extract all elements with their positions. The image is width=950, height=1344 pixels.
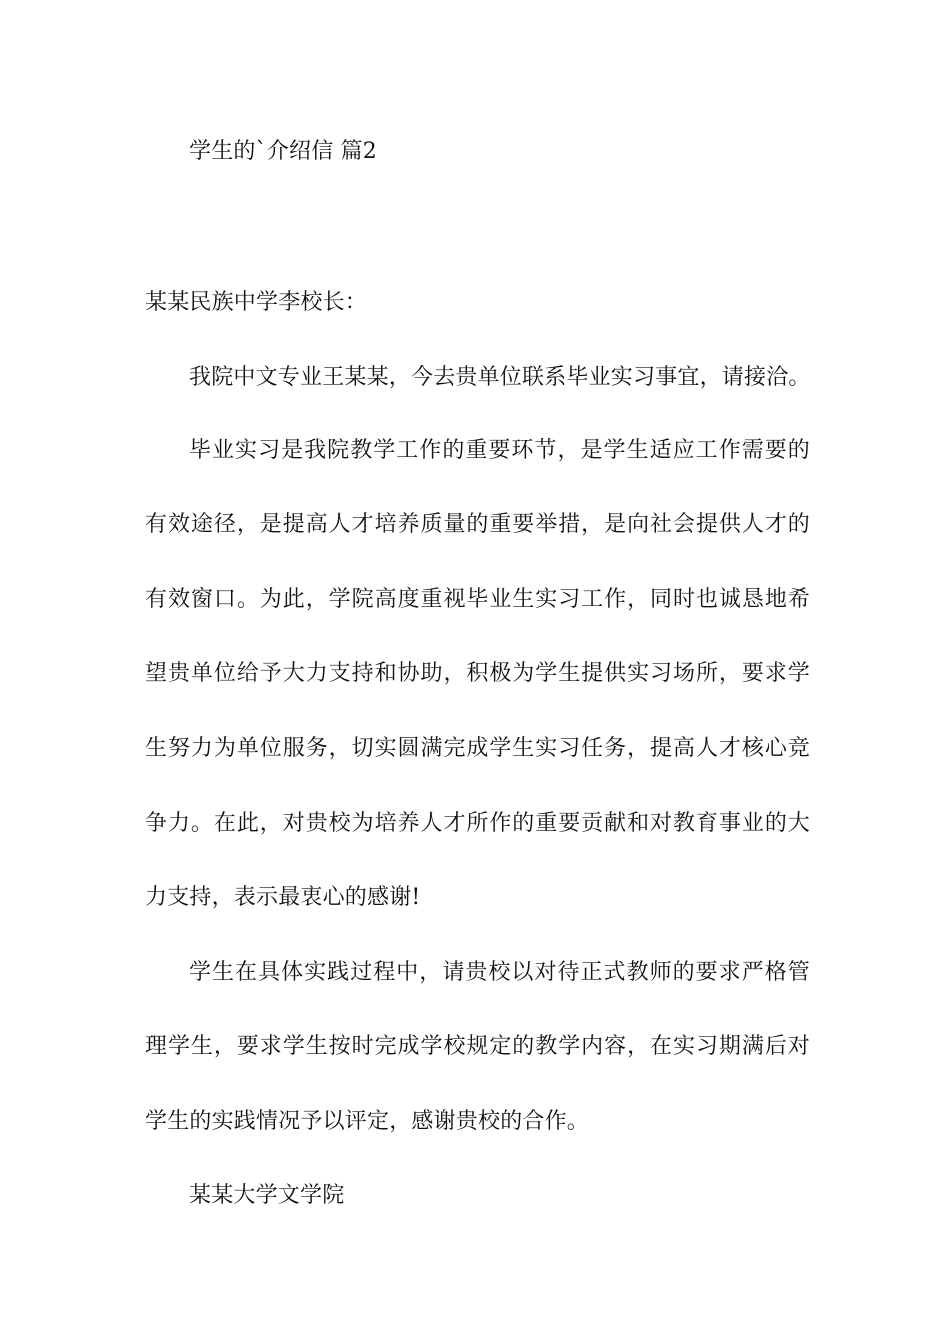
paragraph-1-line-1: 我院中文专业王某某，今去贵单位联系毕业实习事宜，请接洽。 [189,365,811,390]
paragraph-2-line-3: 有效窗口。为此，学院高度重视毕业生实习工作，同时也诚恳地希 [145,587,810,612]
paragraph-2-line-6: 争力。在此，对贵校为培养人才所作的重要贡献和对教育事业的大 [145,811,810,836]
letter-heading: 学生的`介绍信 篇2 [189,139,377,164]
paragraph-2-line-4: 望贵单位给予大力支持和协助，积极为学生提供实习场所，要求学 [145,661,810,686]
signature: 某某大学文学院 [189,1183,345,1208]
paragraph-2-line-5: 生努力为单位服务，切实圆满完成学生实习任务，提高人才核心竞 [145,736,810,761]
paragraph-3-line-2: 理学生，要求学生按时完成学校规定的教学内容，在实习期满后对 [145,1034,810,1059]
paragraph-3-line-3: 学生的实践情况予以评定，感谢贵校的合作。 [145,1109,590,1134]
salutation: 某某民族中学李校长： [145,290,368,315]
paragraph-2-line-7: 力支持，表示最衷心的感谢! [145,885,421,910]
paragraph-3-line-1: 学生在具体实践过程中，请贵校以对待正式教师的要求严格管 [189,960,810,985]
paragraph-2-line-1: 毕业实习是我院教学工作的重要环节，是学生适应工作需要的 [189,438,810,463]
paragraph-2-line-2: 有效途径，是提高人才培养质量的重要举措，是向社会提供人才的 [145,512,810,537]
